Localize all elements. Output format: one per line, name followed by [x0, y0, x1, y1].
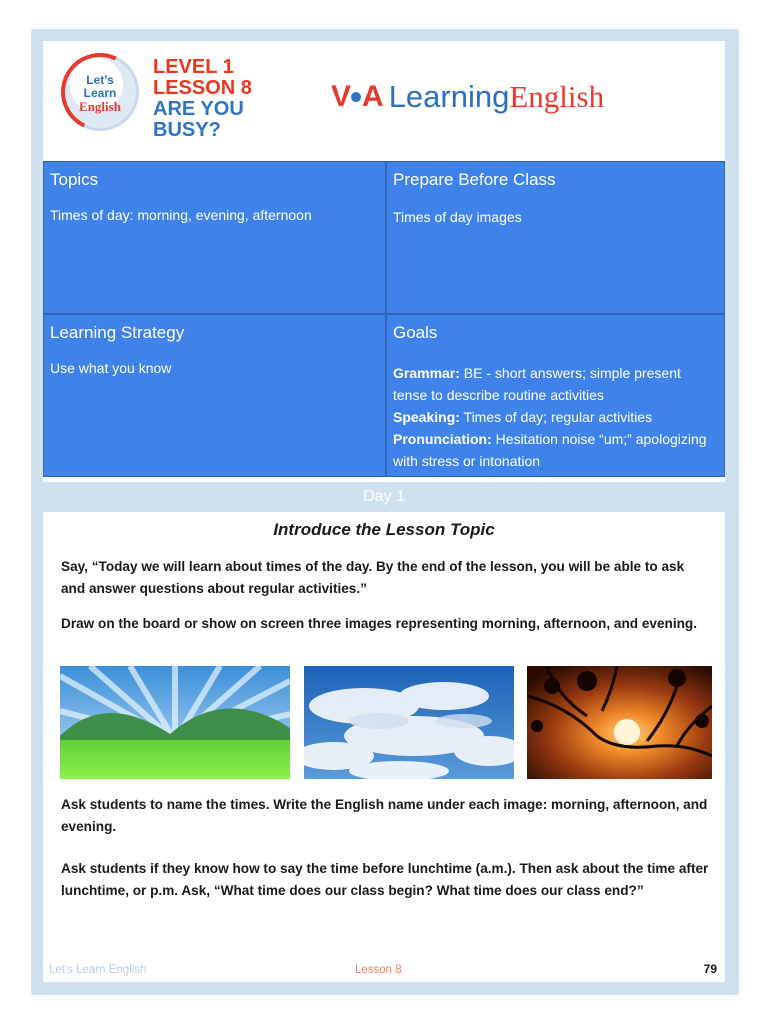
voa-mark-v: V [331, 80, 351, 113]
grammar-text: BE - short answers; simple present tense to describe routine activities [393, 365, 681, 403]
pronunciation-text: Hesitation noise “um;” apologizing with stress or intonation [393, 431, 707, 469]
voa-learning-english-logo [331, 79, 604, 115]
strategy-cell [43, 314, 386, 477]
speaking-text: Times of day; regular activities [459, 409, 653, 425]
title-line-2: BUSY? [153, 119, 221, 141]
paragraph-draw: Draw on the board or show on screen three images representing morning, afternoon, and evening. [61, 616, 697, 631]
strategy-text: Use what you know [50, 360, 172, 376]
document-page [43, 41, 725, 982]
badge-line-2: Learn [83, 86, 117, 100]
morning-illustration [60, 666, 290, 779]
evening-image [527, 666, 712, 779]
day-banner: Day 1 [43, 482, 725, 512]
footer-series: Let's Learn English [49, 964, 147, 976]
voa-dot-icon [351, 92, 361, 102]
badge-line-1: Let's [86, 73, 114, 87]
paragraph-intro: Say, “Today we will learn about times of the day. By the end of the lesson, you will be able to ask and answer questions about regular activities.” [61, 559, 685, 596]
goals-heading: Goals [393, 323, 438, 342]
strategy-heading: Learning Strategy [50, 323, 185, 342]
paragraph-name-times: Ask students to name the times. Write the English name under each image: morning, afternoon, and evening. [61, 797, 708, 834]
sunset-photo [527, 666, 712, 779]
title-line-1: ARE YOU [153, 98, 244, 120]
prepare-heading: Prepare Before Class [393, 170, 556, 189]
lesson-header [43, 41, 725, 161]
topics-heading: Topics [50, 170, 99, 189]
topics-cell [43, 161, 386, 314]
footer-lesson: Lesson 8 [355, 964, 402, 976]
grammar-label: Grammar: [393, 365, 460, 381]
topics-text: Times of day: morning, evening, afternoon [50, 207, 312, 223]
paragraph-am-pm: Ask students if they know how to say the time before lunchtime (a.m.). Then ask about the time after lunchtime, or p.m. Ask, “What time does our class begin? What time does our class end?” [61, 861, 709, 898]
brand-english: English [509, 79, 605, 114]
prepare-cell [386, 161, 725, 314]
lesson-title [153, 57, 252, 141]
speaking-label: Speaking: [393, 409, 460, 425]
morning-image [60, 666, 290, 779]
goals-text [393, 362, 713, 472]
pronunciation-label: Pronunciation: [393, 431, 492, 447]
section-title: Introduce the Lesson Topic [273, 520, 495, 539]
page-footer [43, 962, 725, 982]
level-label: LEVEL 1 [153, 56, 234, 78]
afternoon-image [304, 666, 514, 779]
lesson-content [43, 512, 725, 982]
lets-learn-english-badge [61, 53, 139, 131]
page-number: 79 [703, 962, 717, 976]
voa-mark-a: A [362, 80, 383, 113]
goals-cell [386, 314, 725, 477]
badge-line-3: English [79, 99, 121, 114]
prepare-text: Times of day images [393, 209, 522, 225]
afternoon-sky-photo [304, 666, 514, 779]
brand-learning: Learning [388, 79, 510, 114]
lesson-label: LESSON 8 [153, 77, 252, 99]
